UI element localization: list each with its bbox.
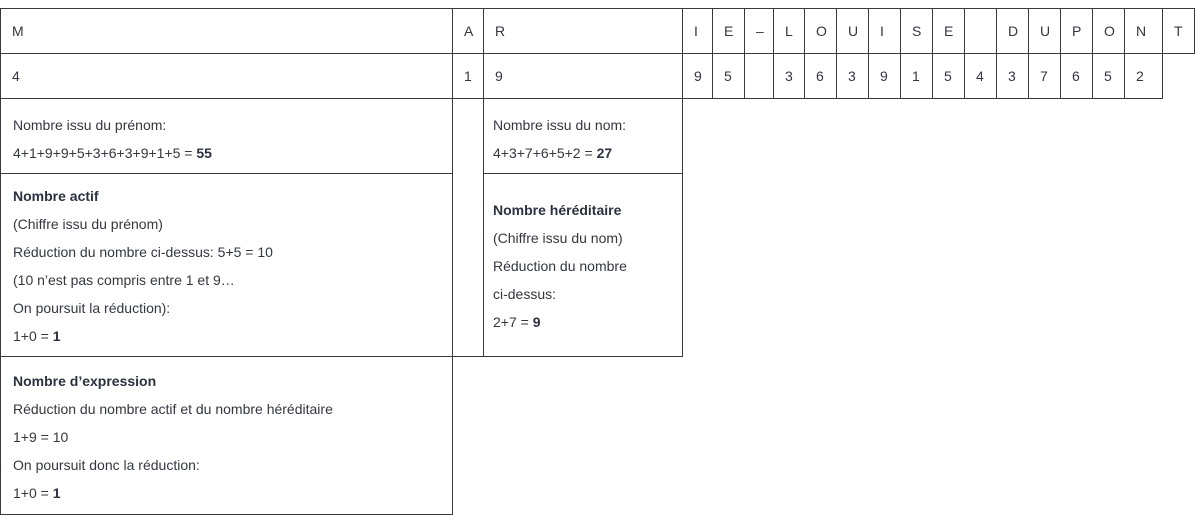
nombre-expression-result [13,479,440,507]
prenom-sum-expression: 4+1+9+9+5+3+6+3+9+1+5 = [13,145,197,161]
nom-sum-total: 27 [596,145,613,161]
spacer-cell [452,98,484,357]
number-cell: 4 [964,53,997,99]
nom-sum-expression: 4+3+7+6+5+2 = [493,145,597,161]
number-cell: 5 [712,53,745,99]
nombre-hereditaire-line: ci-dessus: [493,286,557,302]
name-letter-cell: P [1060,8,1093,54]
number-cell: 3 [836,53,869,99]
nombre-hereditaire-heading: Nombre héréditaire [493,202,622,218]
name-letter-cell: T [1162,8,1195,54]
number-cell: 6 [804,53,837,99]
nombre-actif-line: (10 n’est pas compris entre 1 et 9… [13,272,235,288]
nombre-actif-cell [0,173,453,357]
name-letter-cell: U [836,8,869,54]
name-letter-cell: E [932,8,965,54]
nombre-expression-cell [0,356,453,515]
name-letter-cell: S [900,8,933,54]
name-letter-cell: N [1124,8,1163,54]
name-letter-cell: O [804,8,837,54]
name-letter-cell: R [483,8,683,54]
nombre-expression-line: Réduction du nombre actif et du nombre héréditaire [13,401,333,417]
number-cell: 4 [0,53,453,99]
nombre-hereditaire-cell [483,173,683,357]
name-letter-cell: I [682,8,713,54]
nombre-expression-expression: 1+0 = [13,485,53,501]
prenom-label: Nombre issu du prénom: [13,117,167,133]
name-letter-cell [964,8,997,54]
name-letter-cell: O [1092,8,1125,54]
number-cell: 5 [932,53,965,99]
number-cell: 7 [1028,53,1061,99]
number-cell [744,53,774,99]
number-cell: 2 [1124,53,1163,99]
nombre-expression-line: On poursuit donc la réduction: [13,457,200,473]
number-cell: 1 [900,53,933,99]
nombre-actif-expression: 1+0 = [13,328,53,344]
nombre-actif-result [13,322,440,350]
number-cell: 1 [452,53,484,99]
nom-number-cell [483,98,683,174]
nombre-actif-line: On poursuit la réduction): [13,300,171,316]
number-cell: 9 [483,53,683,99]
name-letter-cell: L [773,8,805,54]
name-letter-cell: E [712,8,745,54]
name-letter-cell: I [868,8,901,54]
nombre-hereditaire-result [493,308,670,336]
number-cell: 9 [682,53,713,99]
nombre-hereditaire-line: (Chiffre issu du nom) [493,230,623,246]
nombre-expression-value: 1 [52,485,61,501]
nombre-hereditaire-value: 9 [532,314,541,330]
nombre-hereditaire-line: Réduction du nombre [493,258,627,274]
nombre-actif-value: 1 [52,328,61,344]
prenom-number-cell [0,98,453,174]
number-cell: 5 [1092,53,1125,99]
prenom-sum [13,139,440,167]
name-letter-cell: D [996,8,1029,54]
nombre-hereditaire-expression: 2+7 = [493,314,533,330]
name-letter-cell: U [1028,8,1061,54]
number-cell: 3 [773,53,805,99]
nombre-actif-heading: Nombre actif [13,188,99,204]
number-cell: 9 [868,53,901,99]
nombre-actif-line: Réduction du nombre ci-dessus: 5+5 = 10 [13,244,273,260]
nom-label: Nombre issu du nom: [493,117,627,133]
nombre-actif-line: (Chiffre issu du prénom) [13,216,163,232]
prenom-sum-total: 55 [196,145,212,161]
nom-sum [493,139,670,167]
nombre-expression-heading: Nombre d’expression [13,373,157,389]
name-letter-cell: – [744,8,774,54]
number-cell: 6 [1060,53,1093,99]
name-letter-cell: A [452,8,484,54]
number-cell: 3 [996,53,1029,99]
name-letter-cell: M [0,8,453,54]
nombre-expression-line: 1+9 = 10 [13,429,69,445]
